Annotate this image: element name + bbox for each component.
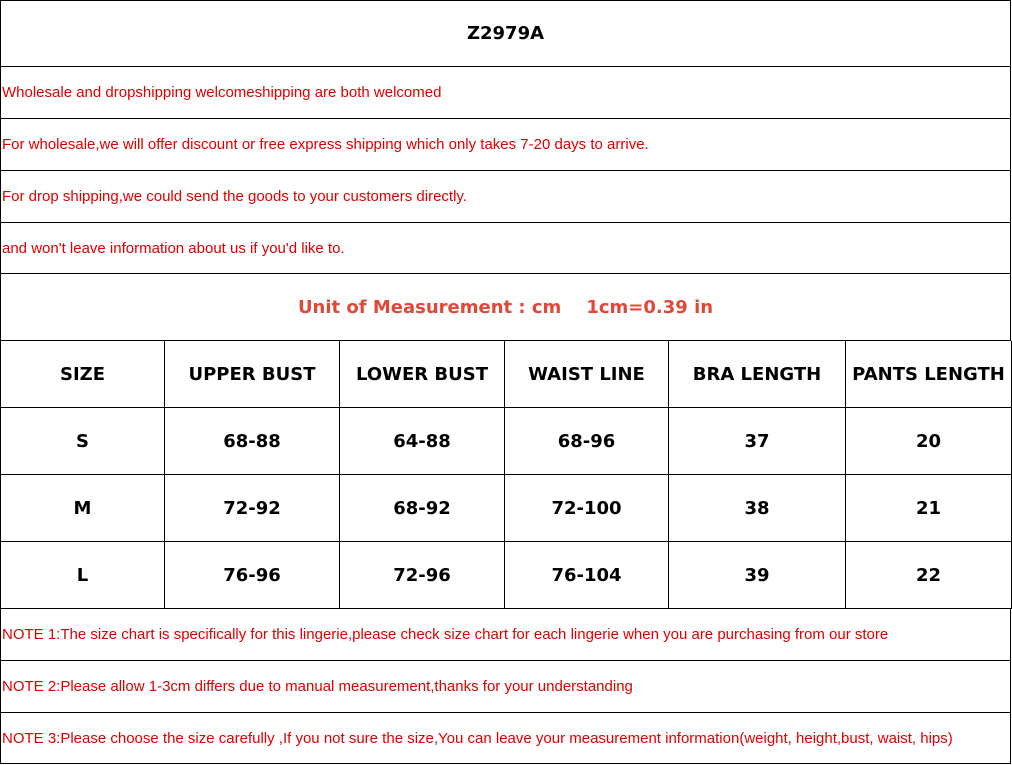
cell-bra-length: 37 bbox=[669, 408, 846, 475]
cell-size: L bbox=[1, 542, 165, 609]
size-table bbox=[0, 341, 1012, 609]
header-upper-bust: UPPER BUST bbox=[165, 341, 340, 408]
header-size: SIZE bbox=[1, 341, 165, 408]
cell-lower-bust: 72-96 bbox=[340, 542, 505, 609]
table-row bbox=[1, 475, 1012, 542]
cell-upper-bust: 68-88 bbox=[165, 408, 340, 475]
cell-size: S bbox=[1, 408, 165, 475]
intro-line-dropshipping: For drop shipping,we could send the goods to your customers directly. bbox=[0, 171, 1011, 223]
table-row bbox=[1, 542, 1012, 609]
cell-bra-length: 38 bbox=[669, 475, 846, 542]
intro-line-no-info: and won't leave information about us if you'd like to. bbox=[0, 223, 1011, 274]
size-table-header-row bbox=[1, 341, 1012, 408]
note-1: NOTE 1:The size chart is specifically for this lingerie,please check size chart for each lingerie when you are purchasing from our store bbox=[0, 609, 1011, 661]
unit-of-measurement: Unit of Measurement : cm 1cm=0.39 in bbox=[0, 274, 1011, 341]
header-lower-bust: LOWER BUST bbox=[340, 341, 505, 408]
note-2: NOTE 2:Please allow 1-3cm differs due to manual measurement,thanks for your understanding bbox=[0, 661, 1011, 713]
cell-lower-bust: 68-92 bbox=[340, 475, 505, 542]
table-row bbox=[1, 408, 1012, 475]
cell-pants-length: 21 bbox=[846, 475, 1012, 542]
header-waist-line: WAIST LINE bbox=[505, 341, 669, 408]
cell-waist-line: 68-96 bbox=[505, 408, 669, 475]
cell-upper-bust: 72-92 bbox=[165, 475, 340, 542]
note-3: NOTE 3:Please choose the size carefully ,If you not sure the size,You can leave your measurement information(weight, height,bust, waist, hips) bbox=[0, 713, 1011, 764]
cell-bra-length: 39 bbox=[669, 542, 846, 609]
cell-pants-length: 20 bbox=[846, 408, 1012, 475]
cell-waist-line: 76-104 bbox=[505, 542, 669, 609]
product-code-title: Z2979A bbox=[0, 0, 1011, 67]
intro-line-wholesale: Wholesale and dropshipping welcomeshipping are both welcomed bbox=[0, 67, 1011, 119]
cell-size: M bbox=[1, 475, 165, 542]
cell-upper-bust: 76-96 bbox=[165, 542, 340, 609]
cell-lower-bust: 64-88 bbox=[340, 408, 505, 475]
header-pants-length: PANTS LENGTH bbox=[846, 341, 1012, 408]
intro-line-wholesale-discount: For wholesale,we will offer discount or free express shipping which only takes 7-20 days to arrive. bbox=[0, 119, 1011, 171]
header-bra-length: BRA LENGTH bbox=[669, 341, 846, 408]
cell-waist-line: 72-100 bbox=[505, 475, 669, 542]
cell-pants-length: 22 bbox=[846, 542, 1012, 609]
